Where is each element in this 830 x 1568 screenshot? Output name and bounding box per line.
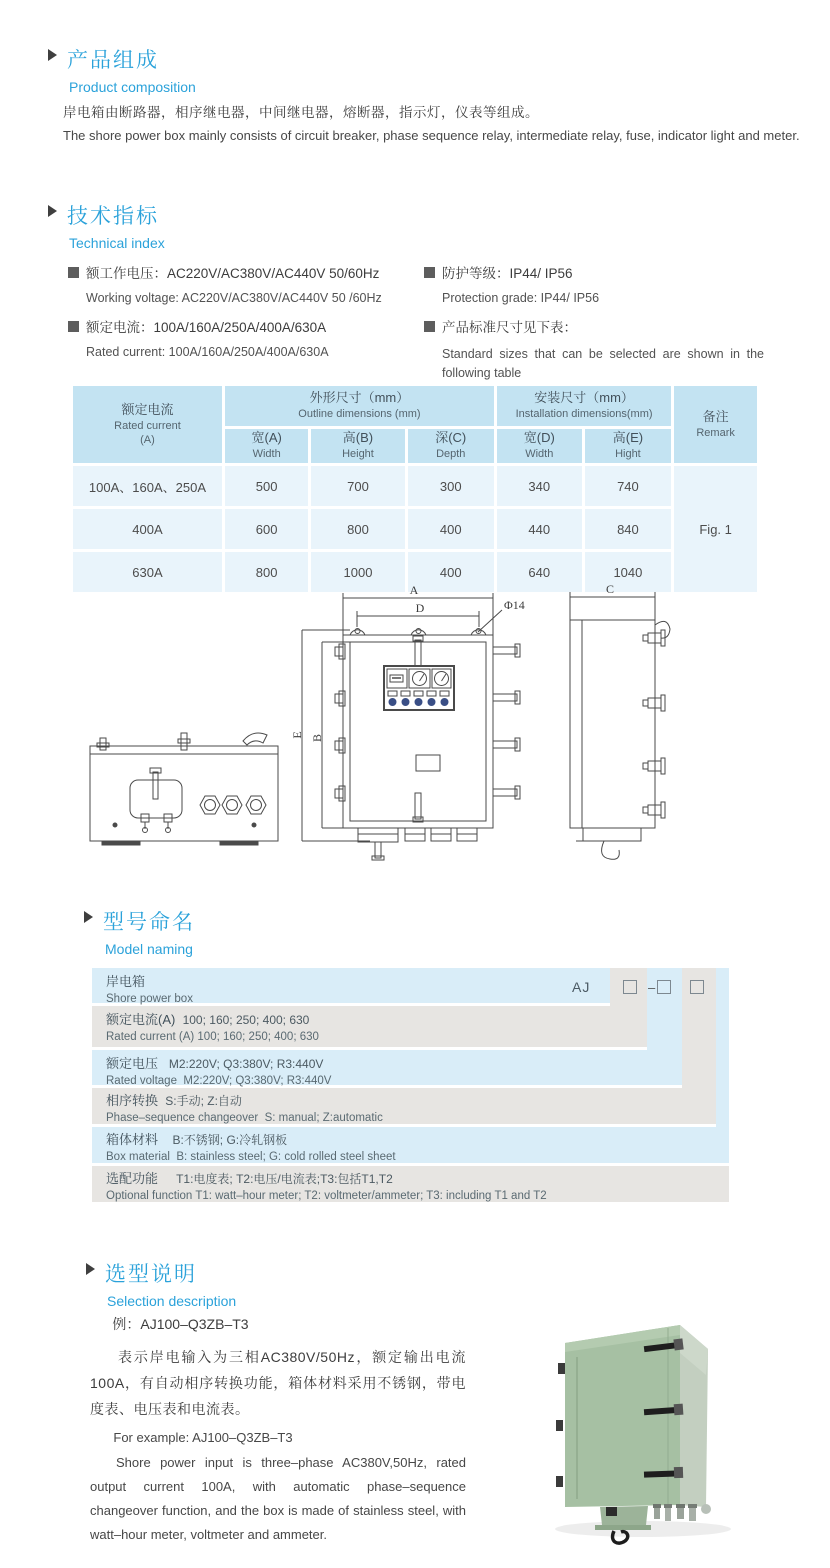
spec-cn: 产品标准尺寸见下表：: [442, 320, 577, 335]
naming-row: 额定电流(A) 100; 160; 250; 400; 630 Rated current (A) 100; 160; 250; 400; 630: [106, 1012, 319, 1043]
spec-column-right: [424, 262, 764, 395]
naming-row: 相序转换 S:手动; Z:自动 Phase–sequence changeover S: manual; Z:automatic: [106, 1093, 383, 1124]
selection-body-en: Shore power input is three–phase AC380V,50Hz, rated output current 100A, with automatic phase–sequence changeover function, and the box is made of stainless steel, with watt–hour meter, voltmeter and ammeter.: [90, 1455, 466, 1542]
dim-label-b: B: [310, 733, 324, 743]
composition-text-cn: 岸电箱由断路器，相序继电器，中间继电器，熔断器，指示灯，仪表等组成。: [63, 105, 539, 120]
header-remark: 备注 Remark: [674, 386, 757, 463]
naming-row: 岸电箱 Shore power box: [106, 974, 193, 1005]
spec-item: [68, 262, 418, 282]
subheader-width-d: 宽(D) Width: [497, 429, 582, 463]
section-title-cn: 型号命名: [103, 911, 195, 934]
section-title-cn: 技术指标: [67, 205, 159, 228]
section-marker-icon: [48, 49, 57, 61]
spec-en: Rated current: 100A/160A/250A/400A/630A: [86, 345, 329, 359]
spec-cn: 额工作电压：AC220V/AC380V/AC440V 50/60Hz: [86, 266, 380, 281]
cable-gland-icon: [653, 1504, 711, 1521]
naming-row: 选配功能 T1:电度表; T2:电压/电流表;T3:包括T1,T2 Optional function T1: watt–hour meter; T2: voltmeter/ammeter; T3: including T1 and T2: [106, 1171, 547, 1202]
naming-row: 箱体材料 B:不锈钢; G:冷轧钢板 Box material B: stainless steel; G: cold rolled steel sheet: [106, 1132, 396, 1163]
example-model-en: For example: AJ100–Q3ZB–T3: [113, 1430, 293, 1445]
dim-label-d: D: [415, 601, 425, 615]
section-model-naming: [84, 906, 195, 957]
dim-label-e: E: [290, 731, 304, 739]
header-install-dims: 安装尺寸（mm） Installation dimensions(mm): [497, 386, 671, 426]
dim-label-a: A: [409, 583, 419, 597]
subheader-height-b: 高(B) Height: [311, 429, 404, 463]
section-title-en: Selection description: [107, 1293, 237, 1309]
section-title-en: Product composition: [69, 79, 196, 95]
section-marker-icon: [86, 1263, 95, 1275]
composition-text-en: The shore power box mainly consists of circuit breaker, phase sequence relay, intermediate relay, fuse, indicator light and meter.: [63, 128, 800, 143]
model-naming-diagram: [92, 968, 729, 1208]
spec-cn: 防护等级：IP44/ IP56: [442, 266, 573, 281]
table-row: 630A 800 1000 400 640 1040: [73, 552, 757, 592]
header-outline-dims: 外形尺寸（mm） Outline dimensions (mm): [225, 386, 494, 426]
spec-item: [424, 316, 760, 336]
section-title-en: Technical index: [69, 235, 165, 251]
spec-column-left: [68, 262, 418, 370]
dim-label-c: C: [605, 583, 615, 596]
hole-label: Φ14: [504, 598, 525, 612]
section-selection-description: [86, 1258, 236, 1309]
side-fittings: [643, 630, 665, 818]
naming-row: 额定电压 M2:220V; Q3:380V; R3:440V Rated voltage M2:220V; Q3:380V; R3:440V: [106, 1056, 332, 1087]
spec-en: Protection grade: IP44/ IP56: [442, 291, 600, 305]
section-title-en: Model naming: [105, 941, 193, 957]
table-row: 400A 600 800 400 440 840: [73, 509, 757, 549]
section-title-cn: 选型说明: [105, 1263, 197, 1286]
header-rated-current: 额定电流 Rated current (A): [73, 386, 222, 463]
selection-text-block: [90, 1314, 466, 1547]
subheader-depth-c: 深(C) Depth: [408, 429, 494, 463]
section-product-composition: [48, 44, 196, 95]
table-row: 100A、160A、250A 500 700 300 340 740 Fig. 1: [73, 466, 757, 506]
remark-cell: Fig. 1: [674, 466, 757, 592]
spec-item: [424, 262, 760, 282]
section-title-cn: 产品组成: [67, 49, 159, 72]
model-code-box-1: [623, 968, 637, 1006]
subheader-width-a: 宽(A) Width: [225, 429, 308, 463]
hinge-icon: [556, 1363, 565, 1487]
spec-item: [68, 316, 418, 336]
section-marker-icon: [84, 911, 93, 923]
front-view-drawing: [290, 583, 525, 860]
spec-bullet-icon: [68, 321, 79, 332]
selection-body-cn: 表示岸电输入为三相AC380V/50Hz，额定输出电流100A，有自动相序转换功能，箱体材料采用不锈钢，带电度表、电压表和电流表。: [90, 1349, 466, 1417]
latch-marks: [493, 644, 520, 799]
example-model-cn: 例：AJ100–Q3ZB–T3: [112, 1316, 249, 1332]
spec-bullet-icon: [424, 321, 435, 332]
dimensions-table: [70, 383, 760, 595]
subheader-height-e: 高(E) Hight: [585, 429, 672, 463]
product-photo: [548, 1295, 805, 1545]
model-code-box-2: –: [648, 968, 671, 1006]
section-marker-icon: [48, 205, 57, 217]
meter-panel: [384, 666, 454, 710]
model-code-box-3: [690, 968, 704, 1006]
bottom-view-drawing: [90, 733, 278, 845]
side-view-drawing: [570, 583, 670, 859]
technical-drawing-fig1: [70, 583, 760, 893]
spec-bullet-icon: [68, 267, 79, 278]
spec-en: Working voltage: AC220V/AC380V/AC440V 50 /60Hz: [86, 291, 382, 305]
spec-bullet-icon: [424, 267, 435, 278]
spec-en: Standard sizes that can be selected are shown in the following table: [442, 347, 764, 381]
section-technical-index: [48, 200, 165, 251]
spec-cn: 额定电流：100A/160A/250A/400A/630A: [86, 320, 327, 335]
model-code-prefix: AJ: [572, 979, 591, 995]
